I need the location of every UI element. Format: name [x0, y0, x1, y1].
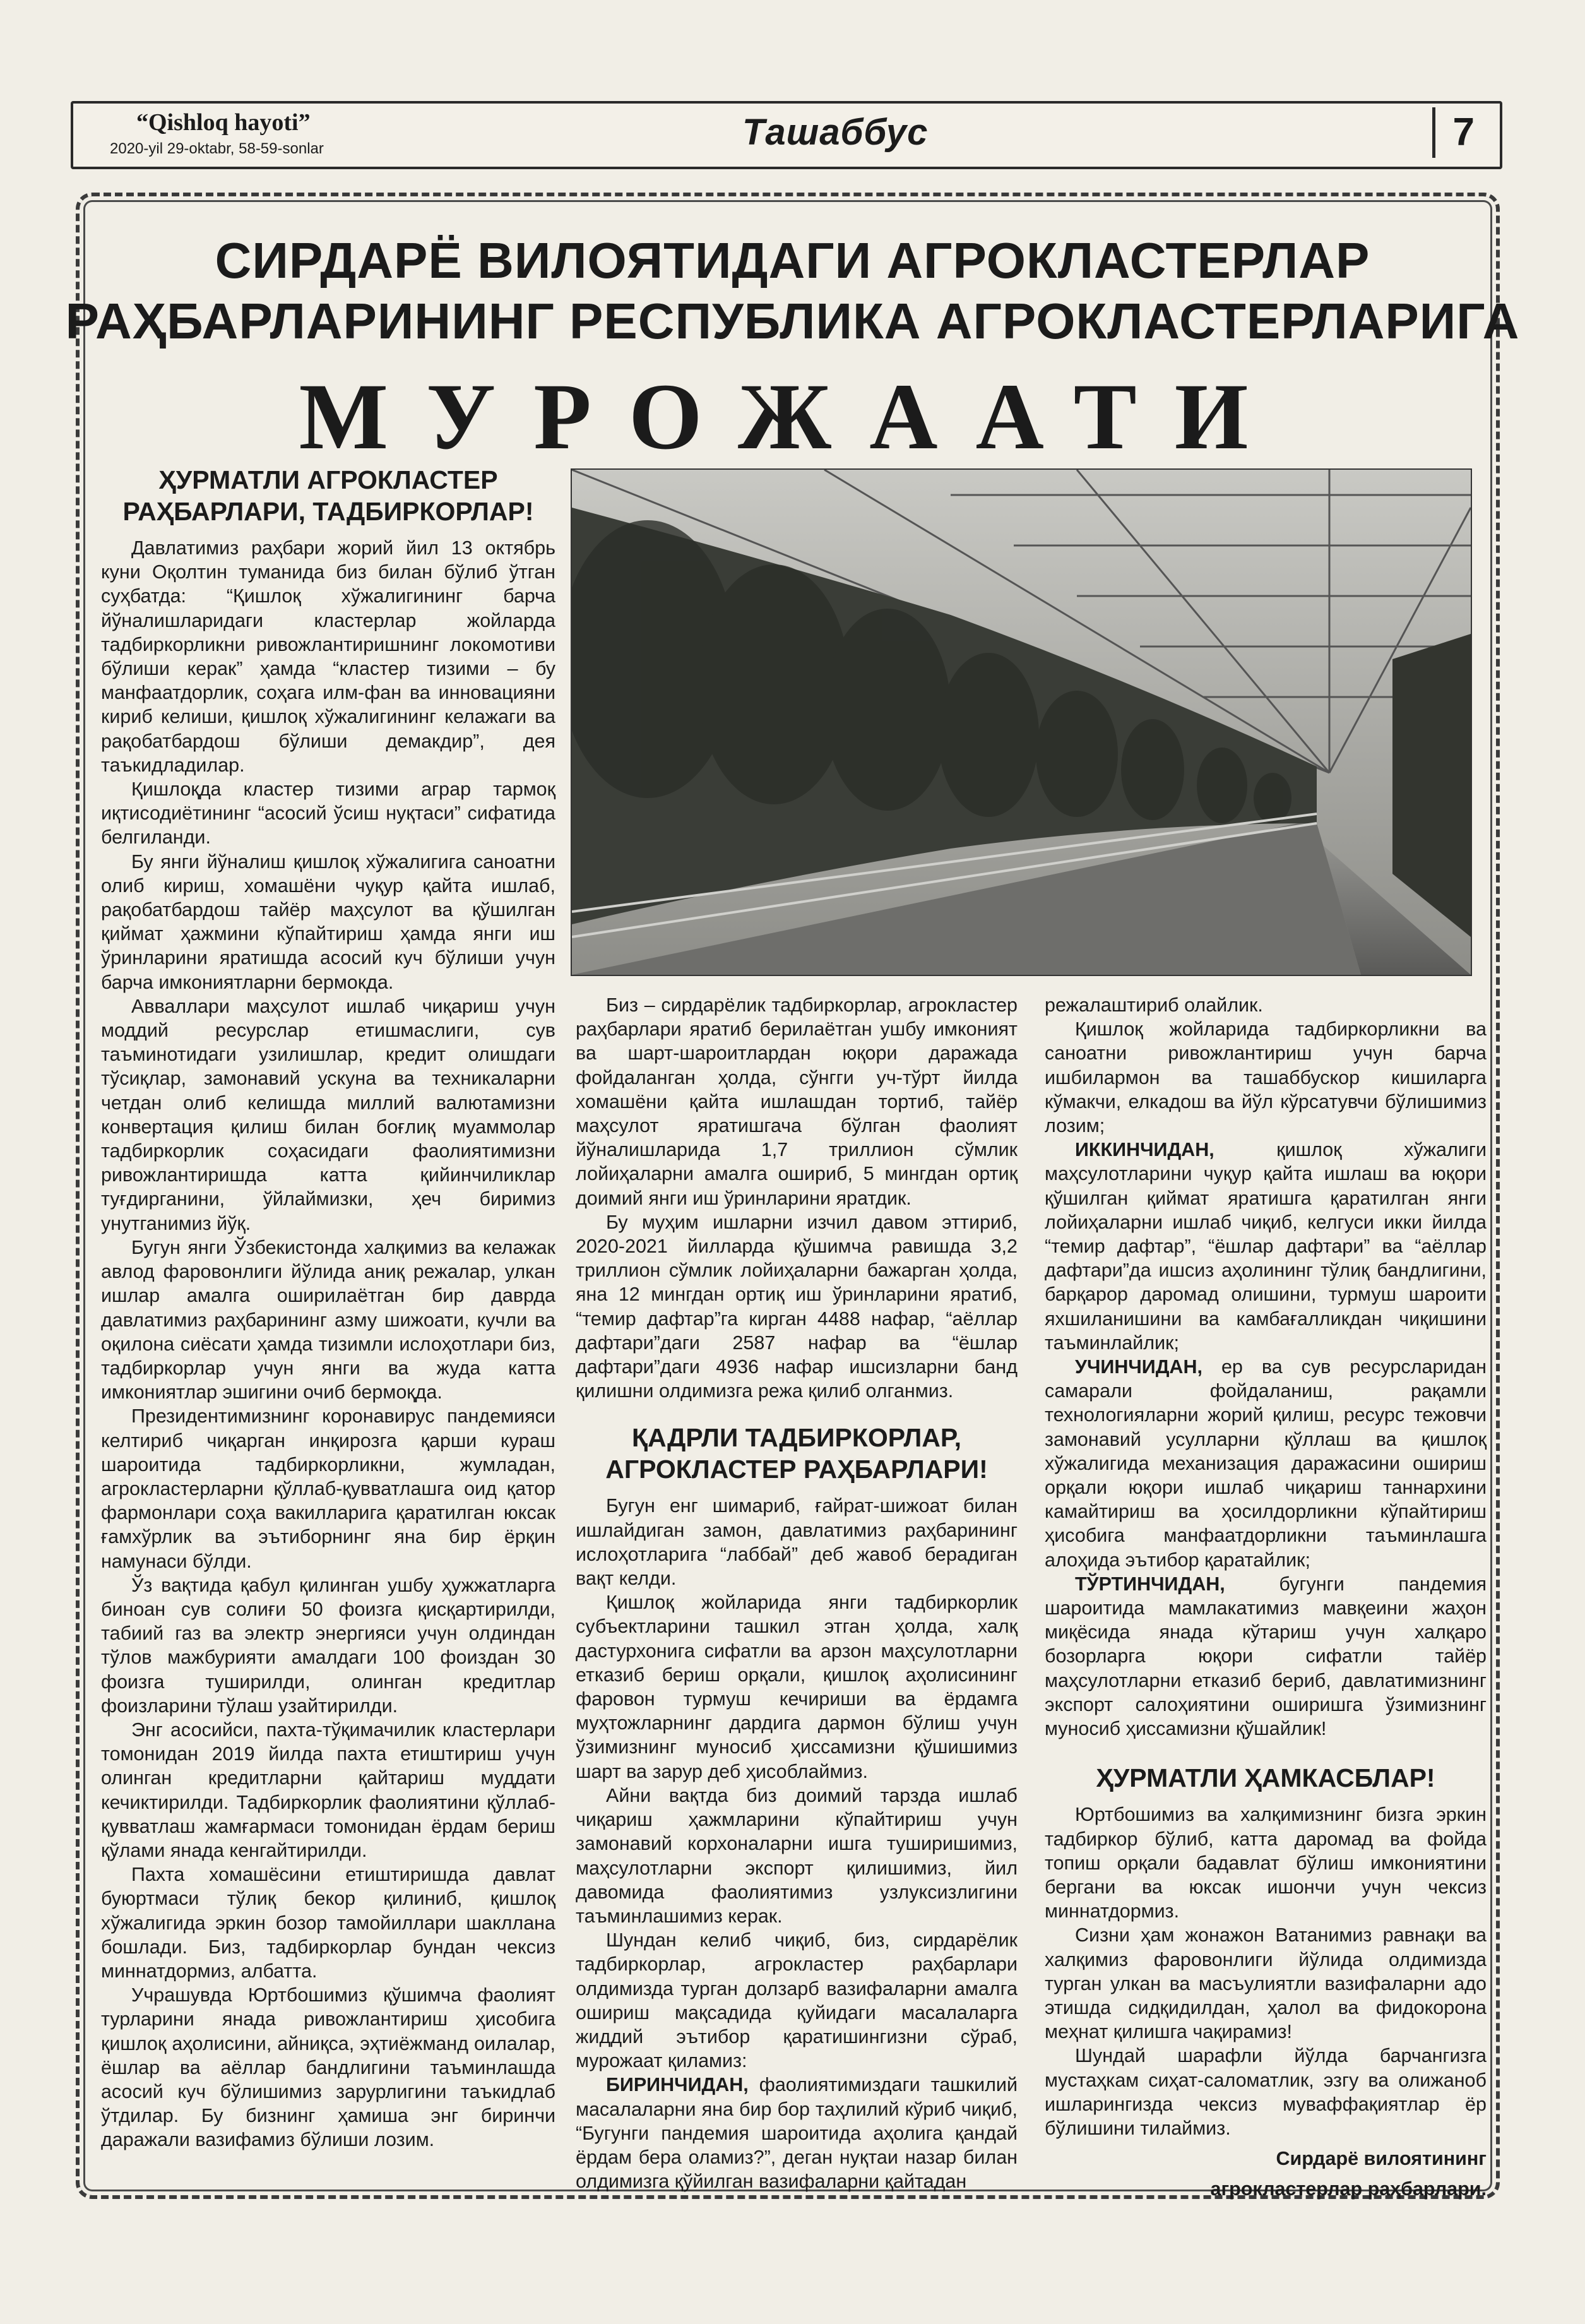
headline-line-1: СИРДАРЁ ВИЛОЯТИДАГИ АГРОКЛАСТЕРЛАР	[215, 232, 1370, 289]
greenhouse-photo	[571, 468, 1472, 976]
paragraph	[1045, 1138, 1487, 1355]
first-point-text: фаолиятимиздаги ташкилий масалаларни яна бир бор таҳлилий кўриб чиқиб, “Бугунги пандемия шароитида аҳолига қандай ёрдам бера оламиз?”, деган нуқтаи назар билан олдимизга қўйилган вазифаларни қайтадан	[576, 2074, 1018, 2193]
paragraph: Айни вақтда биз доимий тарзда ишлаб чиқариш ҳажмларини кўпайтириш учун замонавий корхоналарни ишга туширишимиз, маҳсулотларни экспорт қилишимиз, йил давомида фаолиятимиз узлуксизлигини таъминлашимиз керак.	[576, 1784, 1018, 1927]
column-3	[1045, 993, 1487, 2202]
paragraph: Юртбошимиз ва халқимизнинг бизга эркин тадбиркор бўлиб, катта даромад ва фойда топиш орқали бадавлат бўлиш имкониятини бергани ва юксак ишончи учун чексиз миннатдормиз.	[1045, 1804, 1487, 1922]
newspaper-name: “Qishloq hayoti”	[136, 109, 311, 136]
paragraph: режалаштириб олайлик.	[1045, 994, 1263, 1016]
paragraph: Учрашувда Юртбошимиз қўшимча фаолият турларини янада ривожлантириш ҳисобига қишлоқ аҳолисини, айниқса, эҳтиёжманд оилалар, ёшлар ва аёллар бандлигини таъминлашда асосий куч бўлишимиз зарурлигини таъкидлаб ўтдилар. Бу бизнинг ҳамиша энг биринчи даражали вазифамиз бўлиши лозим.	[101, 1984, 555, 2151]
paragraph: Давлатимиз раҳбари жорий йил 13 октябрь куни Оқолтин туманида биз билан бўлиб ўтган суҳбатда: “Қишлоқ хўжалигининг барча йўналишларидаги кластерлар жойларда тадбиркорликни ривожлантиришнинг локомотиви бўлиши керак” ҳамда “кластер тизими – бу манфаатдорлик, соҳага илм-фан ва инновацияни кириб келиши, қишлоқ хўжалигининг келажаги ва рақобатбардош бўлиши демакдир”, дея таъкидладилар.	[101, 537, 555, 776]
masthead	[71, 101, 1502, 169]
third-point-text: ер ва сув ресурсларидан самарали фойдаланиш, рақамли технологияларни жорий қилиш, ресурс тежовчи замонавий усулларни қўллаш ва қишлоқ хўжалигида механизация даражасини ошириш орқали юқори ишлаб чиқариш таннархини камайтириш ва ҳосилдорликни кўпайтириш ҳисобига манфаатдорликни таъминлашга алоҳида эътибор қаратайлик;	[1045, 1356, 1487, 1571]
column-3-heading: ҲУРМАТЛИ ҲАМКАСБЛАР!	[1096, 1763, 1435, 1793]
paragraph: Ўз вақтида қабул қилинган ушбу ҳужжатларга биноан сув солиғи 50 фоизга қисқартирилди, табиий газ ва электр энергияси учун олдиндан тўлов мажбурияти амалдаги 100 фоиздан 30 фоизга туширилди, олинган кредитлар фоизларини тўлаш узайтирилди.	[101, 1574, 555, 1717]
paragraph: Бу янги йўналиш қишлоқ хўжалигига саноатни олиб кириш, хомашёни чуқур қайта ишлаб, рақобатбардош тайёр маҳсулот ва қўшилган қиймат ҳажмини кўпайтириш ҳамда янги иш ўринларини яратишда асосий куч бўлиши учун барча имкониятларни бермокда.	[101, 850, 555, 993]
paragraph: Қишлоқда кластер тизими аграр тармоқ иқтисодиётининг “асосий ўсиш нуқтаси” сифатида белгиланди.	[101, 778, 555, 849]
second-point-text: қишлоқ хўжалиги маҳсулотларини чуқур қайта ишлаш ва юқори қўшилган қиймат яратишга қаратилган янги лойиҳаларни ишлаб чиқиб, келгуси икки йилда “темир дафтар”, “ёшлар дафтари” ва “аёллар дафтари”да ишсиз аҳолининг тўлиқ бандлигини, барқарор даромад олишини, турмуш шароити яхшиланишини ва камбағалликдан чиқишини таъминлайлик;	[1045, 1139, 1487, 1354]
paragraph	[1045, 1355, 1487, 1572]
article-headline	[0, 230, 1585, 352]
signature-line-2: агрокластерлар раҳбарлари.	[1210, 2178, 1487, 2200]
column-1	[101, 464, 555, 2152]
paragraph: Сизни ҳам жонажон Ватанимиз равнақи ва халқимиз фаровонлиги йўлида олдимизда турган улкан ва масъулиятли вазифаларни адо этишда сидқидилдан, ҳалол ва фидокорона меҳнат қилишга чақирамиз!	[1045, 1924, 1487, 2043]
paragraph: Авваллари маҳсулот ишлаб чиқариш учун моддий ресурслар етишмаслиги, сув таъминотидаги узилишлар, кредит олишдаги тўсиқлар, замонавий ускуна ва техникаларни четдан олиб келишда миллий валютамизни конвертация қилиш билан боғлиқ муаммолар тадбиркорлик соҳасидаги фаолиятимизни ривожлантиришда катта қийинчиликлар туғдирганини, ўйлаймизки, ҳеч биримиз унутганимиз йўқ.	[101, 995, 555, 1234]
first-point-lead: БИРИНЧИДАН,	[606, 2074, 749, 2096]
column-2-heading: ҚАДРЛИ ТАДБИРКОРЛАР, АГРОКЛАСТЕР РАҲБАРЛАРИ!	[605, 1423, 988, 1484]
issue-date: 2020-yil 29-oktabr, 58-59-sonlar	[110, 140, 324, 157]
paragraph: Қишлоқ жойларида тадбиркорликни ва саноатни ривожлантириш учун барча ишбилармон ва ташаббускор кишиларга кўмакчи, елкадош ва йўл кўрсатувчи бўлишимиз лозим;	[1045, 1018, 1487, 1137]
fourth-point-lead: ТЎРТИНЧИДАН,	[1075, 1573, 1225, 1595]
paragraph	[1045, 1572, 1487, 1741]
paragraph	[576, 2073, 1018, 2193]
paragraph: Пахта хомашёсини етиштиришда давлат буюртмаси тўлиқ бекор қилиниб, қишлоқ хўжалигида эркин бозор тамойиллари шакллана бошлади. Биз, тадбиркорлар бундан чексиз миннатдормиз, албатта.	[101, 1864, 555, 1982]
headline-line-2: РАҲБАРЛАРИНИНГ РЕСПУБЛИКА АГРОКЛАСТЕРЛАРИГА	[65, 293, 1520, 349]
page-number: 7	[1432, 107, 1475, 158]
second-point-lead: ИККИНЧИДАН,	[1075, 1139, 1214, 1161]
article-main-title: МУРОЖААТИ	[299, 364, 1286, 469]
column-1-heading: ҲУРМАТЛИ АГРОКЛАСТЕР РАҲБАРЛАРИ, ТАДБИРКОРЛАР!	[122, 465, 534, 526]
third-point-lead: УЧИНЧИДАН,	[1075, 1356, 1202, 1378]
paragraph: Президентимизнинг коронавирус пандемияси келтириб чиқарган инқирозга қарши кураш шароитида тадбиркорликни, жумладан, агрокластерларни қўллаб-қувватлашга оид қатор фармонлари соҳа вакилларига қаратилган юксак ғамхўрлик ва эътиборнинг яна бир ёрқин намунаси бўлди.	[101, 1405, 555, 1572]
paragraph: Шундай шарафли йўлда барчангизга мустаҳкам сиҳат-саломатлик, эзгу ва олижаноб ишларингизда чексиз муваффақиятлар ёр бўлишини тилаймиз.	[1045, 2045, 1487, 2139]
paragraph: Қишлоқ жойларида янги тадбиркорлик субъектларини ташкил этган ҳолда, халқ дастурхонига сифатли ва арзон маҳсулотларни етказиб бериш орқали, қишлоқ аҳолисининг фаровон турмуш кечириши ва ёрдамга муҳтожларнинг дардига дармон бўлиш учун ўзимизнинг муносиб ҳиссамизни қўшишимиз шарт ва зарур деб ҳисоблаймиз.	[576, 1592, 1018, 1782]
paragraph: Биз – сирдарёлик тадбиркорлар, агрокластер раҳбарлари яратиб берилаётган ушбу имконият ва шарт-шароитлардан юқори даражада фойдаланган ҳолда, сўнгги уч-тўрт йилда хомашёни қайта ишлашдан тортиб, тайёр маҳсулот яратишгача бўлган фаолият йўналишларида 1,7 триллион сўмлик лойиҳаларни амалга ошириб, 5 мингдан ортиқ доимий янги иш ўринларини яратдик.	[576, 994, 1018, 1209]
section-rubric: Ташаббус	[742, 112, 929, 153]
column-2	[576, 993, 1018, 2193]
paragraph: Бу муҳим ишларни изчил давом эттириб, 2020-2021 йилларда қўшимча равишда 3,2 триллион сўмлик лойиҳаларни бажарган ҳолда, яна 12 мингдан ортиқ иш ўринларини яратиб, “темир дафтар”га кирган 4488 нафар, “аёллар дафтари”даги 2587 нафар ва “ёшлар дафтари”даги 4936 нафар ишсизларни банд қилишни олдимизга режа қилиб олганмиз.	[576, 1211, 1018, 1402]
paragraph: Шундан келиб чиқиб, биз, сирдарёлик тадбиркорлар, агрокластер раҳбарлари олдимизда турган долзарб вазифаларни амалга ошириш мақсадида қуйидаги масалаларга жиддий эътибор қаратишингизни сўраб, мурожаат қиламиз:	[576, 1929, 1018, 2072]
paragraph: Энг асосийси, пахта-тўқимачилик кластерлари томонидан 2019 йилда пахта етиштириш учун олинган кредитларни қайтариш муддати кечиктирилди. Тадбиркорлик фаолиятини қўллаб-қувватлаш жамғармаси томонидан ёрдам бериш қўлами янада кенгайтирилди.	[101, 1719, 555, 1861]
paragraph: Бугун янги Ўзбекистонда халқимиз ва келажак авлод фаровонлиги йўлида аниқ режалар, улкан ишлар амалга оширилаётган бир даврда давлатимиз раҳбарининг азму шижоати, кучли ва оқилона сиёсати ҳамда тизимли ислоҳотлари биз, тадбиркорлар учун янги ва жуда катта имкониятлар эшигини очиб бермоқда.	[101, 1236, 555, 1403]
signature-line-1: Сирдарё вилоятининг	[1276, 2148, 1487, 2170]
paragraph: Бугун енг шимариб, ғайрат-шижоат билан ишлайдиган замон, давлатимиз раҳбарининг ислоҳотларига “лаббай” деб жавоб берадиган вақт келди.	[576, 1495, 1018, 1590]
fourth-point-text: бугунги пандемия шароитида мамлакатимиз мавқеини жаҳон миқёсида янада кўтариш учун халқаро бозорларга юқори сифатли тайёр маҳсулотларни етказиб бериб, давлатимизнинг экспорт салоҳиятини оширишга ўзимизнинг муносиб ҳиссамизни қўшайлик!	[1045, 1573, 1487, 1740]
